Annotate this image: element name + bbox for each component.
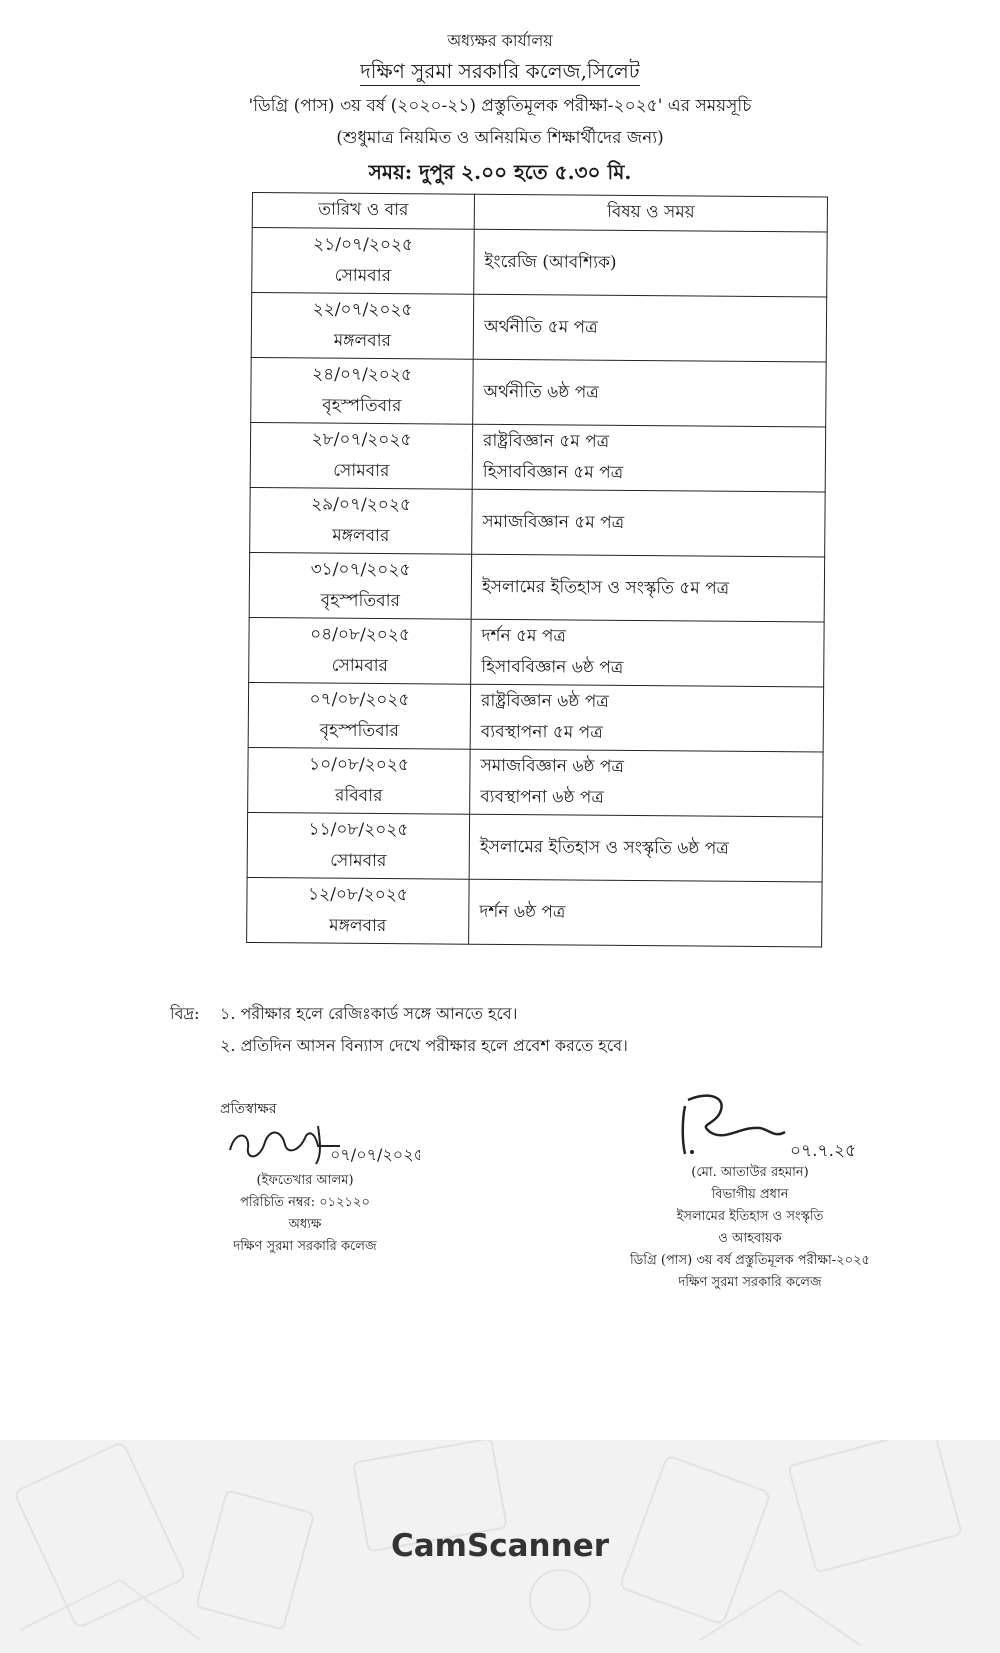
subject-cell xyxy=(469,814,822,882)
subject-cell xyxy=(470,749,823,817)
signatory-right-exam: ডিগ্রি (পাস) ৩য় বর্ষ প্রস্তুতিমূলক পরীক্ষা-২০২৫ xyxy=(630,1253,870,1268)
exam-date: ২৮/০৭/২০২৫ xyxy=(311,429,412,451)
col-header-subject: বিষয় ও সময় xyxy=(474,194,827,232)
schedule-body xyxy=(247,228,828,947)
signatory-left-name: (ইফতেখার আলম) xyxy=(256,1173,354,1188)
table-row xyxy=(250,422,825,492)
subject-cell xyxy=(473,359,826,427)
exam-day: বৃহস্পতিবার xyxy=(322,395,402,417)
table-row xyxy=(247,877,822,947)
table-row xyxy=(250,487,825,557)
subject-name: ব্যবস্থাপনা ৫ম পত্র xyxy=(480,721,603,743)
date-cell xyxy=(247,877,470,944)
exam-date: ০৪/০৮/২০২৫ xyxy=(310,624,411,646)
note-2: ২. প্রতিদিন আসন বিন্যাস দেখে পরীক্ষার হলে প্রবেশ করতে হবে। xyxy=(220,1036,628,1055)
note-1-text: ১. পরীক্ষার হলে রেজিঃকার্ড সঙ্গে আনতে হবে। xyxy=(220,1004,518,1023)
note-1 xyxy=(170,998,628,1030)
exam-day: সোমবার xyxy=(334,265,392,287)
handwritten-date-right: ০৭.৭.২৫ xyxy=(790,1141,857,1161)
signatory-right-department: ইসলামের ইতিহাস ও সংস্কৃতি xyxy=(676,1209,824,1224)
subject-name: অর্থনীতি ৬ষ্ঠ পত্র xyxy=(483,381,599,403)
notes-label: বিদ্র: xyxy=(170,1004,200,1023)
subject-cell xyxy=(472,424,825,492)
exam-day: সোমবার xyxy=(330,850,387,872)
exam-day: বৃহস্পতিবার xyxy=(319,720,399,742)
exam-day: মঙ্গলবার xyxy=(333,330,391,352)
exam-time: সময়: দুপুর ২.০০ হতে ৫.৩০ মি. xyxy=(368,160,632,184)
college-name-text: দক্ষিণ সুরমা সরকারি কলেজ,সিলেট xyxy=(360,59,639,86)
signature-left-image xyxy=(190,1120,420,1170)
exam-day: সোমবার xyxy=(331,655,388,677)
subject-name: সমাজবিজ্ঞান ৫ম পত্র xyxy=(482,511,625,533)
table-row xyxy=(248,747,823,817)
signature-block-left xyxy=(190,1098,420,1258)
subject-name: দর্শন ৫ম পত্র xyxy=(481,625,567,647)
date-cell xyxy=(250,487,473,554)
subject-cell xyxy=(470,684,823,752)
signatory-right-institution: দক্ষিণ সুরমা সরকারি কলেজ xyxy=(678,1275,822,1290)
table-row xyxy=(248,682,823,752)
signatory-left-designation: অধ্যক্ষ xyxy=(288,1217,322,1232)
schedule-table xyxy=(246,192,828,948)
table-row xyxy=(251,293,826,363)
signatory-left-institution: দক্ষিণ সুরমা সরকারি কলেজ xyxy=(233,1239,377,1254)
subject-name: রাষ্ট্রবিজ্ঞান ৫ম পত্র xyxy=(482,430,610,452)
table-header-row xyxy=(252,193,827,233)
signatory-left-id: পরিচিতি নম্বর: ০১২১২০ xyxy=(240,1195,370,1210)
date-cell xyxy=(249,617,472,684)
table-row xyxy=(249,552,824,622)
exam-day: বৃহস্পতিবার xyxy=(320,590,400,612)
countersign-label: প্রতিস্বাক্ষর xyxy=(220,1101,277,1117)
date-cell xyxy=(251,357,474,424)
subject-cell xyxy=(472,489,825,557)
exam-title: 'ডিগ্রি (পাস) ৩য় বর্ষ (২০২০-২১) প্রস্তুতিমূলক পরীক্ষা-২০২৫' এর সময়সূচি xyxy=(248,96,752,116)
signature-right-image xyxy=(600,1086,900,1162)
subject-name: সমাজবিজ্ঞান ৬ষ্ঠ পত্র xyxy=(480,755,625,777)
exam-day: মঙ্গলবার xyxy=(332,525,390,547)
notes xyxy=(170,998,628,1062)
exam-date: ২১/০৭/২০২৫ xyxy=(313,234,414,256)
exam-date: ২৪/০৭/২০২৫ xyxy=(312,364,413,386)
signature-block-right xyxy=(600,1086,900,1294)
exam-date: ৩১/০৭/২০২৫ xyxy=(310,559,411,581)
subject-name: ইসলামের ইতিহাস ও সংস্কৃতি ৫ম পত্র xyxy=(481,576,730,599)
subject-name: ব্যবস্থাপনা ৬ষ্ঠ পত্র xyxy=(480,786,604,808)
subject-name: ইংরেজি (আবশ্যিক) xyxy=(484,251,617,273)
exam-date: ২৯/০৭/২০২৫ xyxy=(311,494,412,516)
date-cell xyxy=(249,552,472,619)
handwritten-signature-left xyxy=(190,1120,420,1170)
office-heading: অধ্যক্ষর কার্যালয় xyxy=(447,31,553,50)
date-cell xyxy=(248,747,471,814)
subject-name: অর্থনীতি ৫ম পত্র xyxy=(483,316,598,338)
date-cell xyxy=(247,812,470,879)
subject-cell xyxy=(469,879,822,947)
subject-name: দর্শন ৬ষ্ঠ পত্র xyxy=(479,901,566,922)
college-name xyxy=(0,57,1000,90)
date-cell xyxy=(248,682,471,749)
students-note: (শুধুমাত্র নিয়মিত ও অনিয়মিত শিক্ষার্থীদের জন্য) xyxy=(336,128,664,148)
exam-date: ২২/০৭/২০২৫ xyxy=(312,299,413,321)
table-row xyxy=(249,617,824,687)
exam-date: ০৭/০৮/২০২৫ xyxy=(309,689,410,711)
exam-date: ১২/০৮/২০২৫ xyxy=(307,884,408,906)
table-row xyxy=(252,228,827,298)
date-cell xyxy=(252,228,475,295)
subject-name: হিসাববিজ্ঞান ৬ষ্ঠ পত্র xyxy=(481,656,624,678)
exam-date: ১১/০৮/২০২৫ xyxy=(308,819,409,841)
exam-day: সোমবার xyxy=(333,460,390,482)
exam-day: রবিবার xyxy=(334,785,383,807)
signatory-right-name: (মো. আতাউর রহমান) xyxy=(691,1165,809,1180)
camscanner-footer xyxy=(0,1440,1000,1653)
subject-name: ইসলামের ইতিহাস ও সংস্কৃতি ৬ষ্ঠ পত্র xyxy=(479,836,729,859)
exam-date: ১০/০৮/২০২৫ xyxy=(309,754,409,776)
handwritten-signature-right xyxy=(600,1086,900,1162)
subject-cell xyxy=(471,554,824,622)
subject-cell xyxy=(473,294,826,362)
signatory-right-convener: ও আহবায়ক xyxy=(718,1231,782,1246)
handwritten-date-left: ০৭/০৭/২০২৫ xyxy=(330,1145,420,1164)
col-header-date: তারিখ ও বার xyxy=(252,193,474,230)
camscanner-logo-text: CamScanner xyxy=(390,1528,610,1564)
exam-day: মঙ্গলবার xyxy=(329,915,387,937)
subject-name: রাষ্ট্রবিজ্ঞান ৬ষ্ঠ পত্র xyxy=(480,690,609,712)
date-cell xyxy=(251,293,474,360)
subject-name: হিসাববিজ্ঞান ৫ম পত্র xyxy=(482,461,624,483)
subject-cell xyxy=(474,229,827,297)
table-row xyxy=(247,812,822,882)
date-cell xyxy=(250,422,473,489)
table-row xyxy=(251,357,826,427)
subject-cell xyxy=(471,619,824,687)
signatory-right-role: বিভাগীয় প্রধান xyxy=(711,1187,789,1202)
